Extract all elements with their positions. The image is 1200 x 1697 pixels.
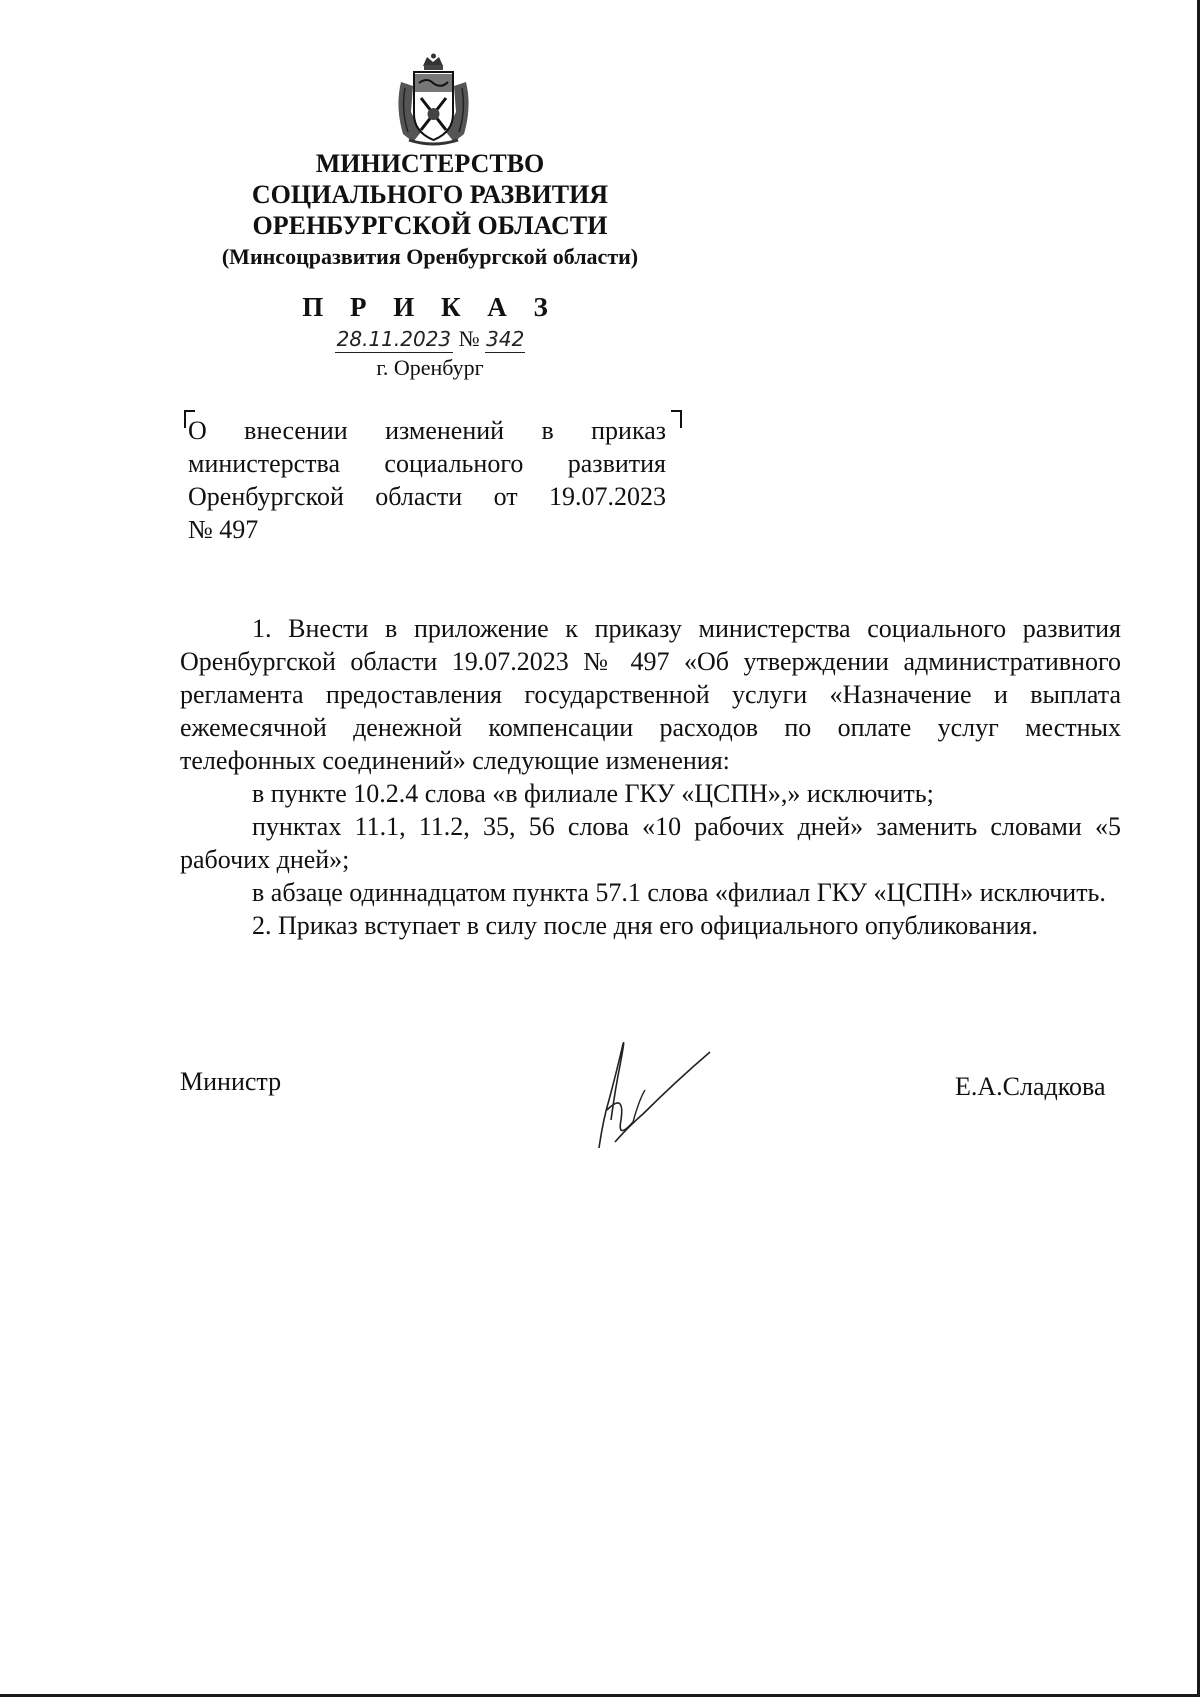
subject-line-1: О внесении изменений в приказ	[188, 416, 666, 445]
subject-line-3: Оренбургской области от 19.07.2023	[188, 482, 666, 511]
city: г. Оренбург	[376, 355, 484, 380]
handwritten-date: 28.11.2023	[336, 327, 452, 351]
org-name-line-1: МИНИСТЕРСТВО	[315, 149, 545, 178]
paragraph-5: 2. Приказ вступает в силу после дня его официального опубликования.	[252, 911, 1038, 940]
paragraph-1: 1. Внести в приложение к приказу министерства социального развития Оренбургской области 19.07.2023 № 497 «Об утверждении административного регламента предоставления государственной услуги «Назначение и выплата ежемесячной денежной компенсации расходов по оплате услуг местных телефонных соединений» следующие изменения:	[180, 614, 1121, 775]
org-name-line-2: СОЦИАЛЬНОГО РАЗВИТИЯ	[251, 180, 609, 209]
order-meta	[300, 326, 560, 381]
ministry-header	[150, 148, 710, 272]
subject-line-2: министерства социального развития	[188, 449, 666, 478]
handwritten-signature	[585, 1030, 720, 1155]
paragraph-4: в абзаце одиннадцатом пункта 57.1 слова «филиал ГКУ «ЦСПН» исключить.	[252, 878, 1106, 907]
org-short-name: (Минсоцразвития Оренбургской области)	[221, 244, 639, 269]
order-subject	[188, 414, 666, 546]
org-name-line-3: ОРЕНБУРГСКОЙ ОБЛАСТИ	[252, 211, 608, 240]
order-body	[180, 612, 1121, 942]
paragraph-2: в пункте 10.2.4 слова «в филиале ГКУ «ЦСПН»,» исключить;	[252, 779, 934, 808]
signatory-title: Министр	[180, 1067, 282, 1096]
signatory-name: Е.А.Сладкова	[955, 1072, 1106, 1101]
handwritten-number: 342	[486, 327, 525, 351]
number-sign: №	[458, 326, 480, 351]
document-type-title: П Р И К А З	[302, 292, 558, 322]
subject-corner-right	[671, 410, 682, 428]
date-number-line	[300, 326, 560, 353]
subject-line-4: № 497	[188, 515, 259, 544]
oblast-coat-of-arms-icon	[391, 52, 476, 146]
paragraph-3: пунктах 11.1, 11.2, 35, 56 слова «10 рабочих дней» заменить словами «5 рабочих дней»;	[180, 812, 1121, 874]
